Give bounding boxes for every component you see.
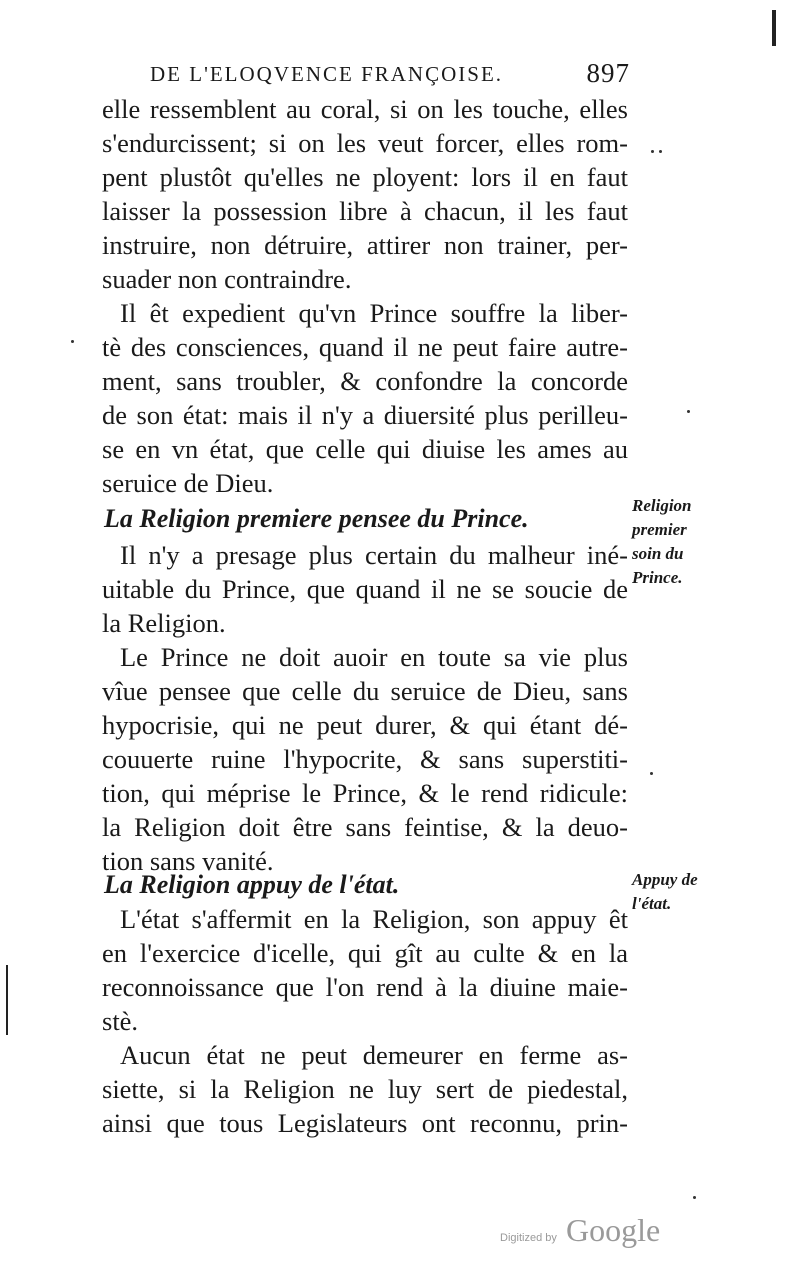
scan-speck [651, 150, 654, 153]
text-line: tion sans vanité. [102, 846, 274, 876]
margin-note [632, 494, 722, 590]
text-line: uitable du Prince, que quand il ne se soucie de [102, 574, 628, 604]
text-line: elle ressemblent au coral, si on les touche, elles [102, 94, 628, 124]
text-line: suader non contraindre. [102, 264, 352, 294]
watermark-prefix: Digitized by [500, 1232, 557, 1244]
scan-edge-mark [6, 965, 8, 1035]
scan-speck [687, 410, 690, 413]
google-logo: Google [565, 1212, 661, 1248]
text-line: siette, si la Religion ne luy sert de piedestal, [102, 1074, 628, 1104]
google-watermark [500, 1212, 660, 1249]
text-line: reconnoissance que l'on rend à la diuine maie- [102, 972, 628, 1002]
margin-note [632, 868, 722, 916]
text-line: Il êt expedient qu'vn Prince souffre la liber- [120, 298, 628, 328]
text-line: ainsi que tous Legislateurs ont reconnu, prin- [102, 1108, 628, 1138]
section-heading: La Religion appuy de l'état. [104, 870, 400, 899]
text-line: de son état: mais il n'y a diuersité plus perilleu- [102, 400, 628, 430]
text-line: stè. [102, 1006, 139, 1036]
text-line: pent plustôt qu'elles ne ployent: lors il en faut [102, 162, 628, 192]
text-line: ment, sans troubler, & confondre la concorde [102, 366, 628, 396]
text-line: la Religion doit être sans feintise, & la deuo- [102, 812, 628, 842]
margin-note-line: soin du [632, 544, 684, 563]
scan-speck [659, 150, 662, 153]
page-number: 897 [586, 58, 630, 88]
text-line: seruice de Dieu. [102, 468, 274, 498]
margin-note-line: Appuy de [632, 870, 698, 889]
text-line: couuerte ruine l'hypocrite, & sans superstiti- [102, 744, 628, 774]
running-title: DE L'ELOQVENCE FRANÇOISE. [150, 62, 504, 86]
section-heading: La Religion premiere pensee du Prince. [104, 504, 529, 533]
text-line: la Religion. [102, 608, 226, 638]
scan-speck [693, 1196, 696, 1199]
margin-note-line: l'état. [632, 894, 672, 913]
text-line: vîue pensee que celle du seruice de Dieu, sans [102, 676, 628, 706]
scan-speck [71, 340, 74, 343]
text-line: se en vn état, que celle qui diuise les ames au [102, 434, 628, 464]
margin-note-line: Prince. [632, 568, 683, 587]
text-line: tion, qui méprise le Prince, & le rend ridicule: [102, 778, 628, 808]
text-line: Aucun état ne peut demeurer en ferme as- [120, 1040, 628, 1070]
text-line: Le Prince ne doit auoir en toute sa vie plus [120, 642, 628, 672]
running-header [150, 58, 630, 88]
text-line: instruire, non détruire, attirer non trainer, per- [102, 230, 628, 260]
text-line: laisser la possession libre à chacun, il les faut [102, 196, 628, 226]
text-line: tè des consciences, quand il ne peut faire autre- [102, 332, 628, 362]
text-line: Il n'y a presage plus certain du malheur iné- [120, 540, 628, 570]
text-line: s'endurcissent; si on les veut forcer, elles rom- [102, 128, 628, 158]
margin-note-line: Religion [632, 496, 692, 515]
scan-edge-mark [772, 10, 776, 46]
margin-note-line: premier [632, 520, 687, 539]
text-line: hypocrisie, qui ne peut durer, & qui étant dé- [102, 710, 628, 740]
text-line: en l'exercice d'icelle, qui gît au culte & en la [102, 938, 628, 968]
text-line: L'état s'affermit en la Religion, son appuy êt [120, 904, 628, 934]
scan-speck [650, 772, 653, 775]
